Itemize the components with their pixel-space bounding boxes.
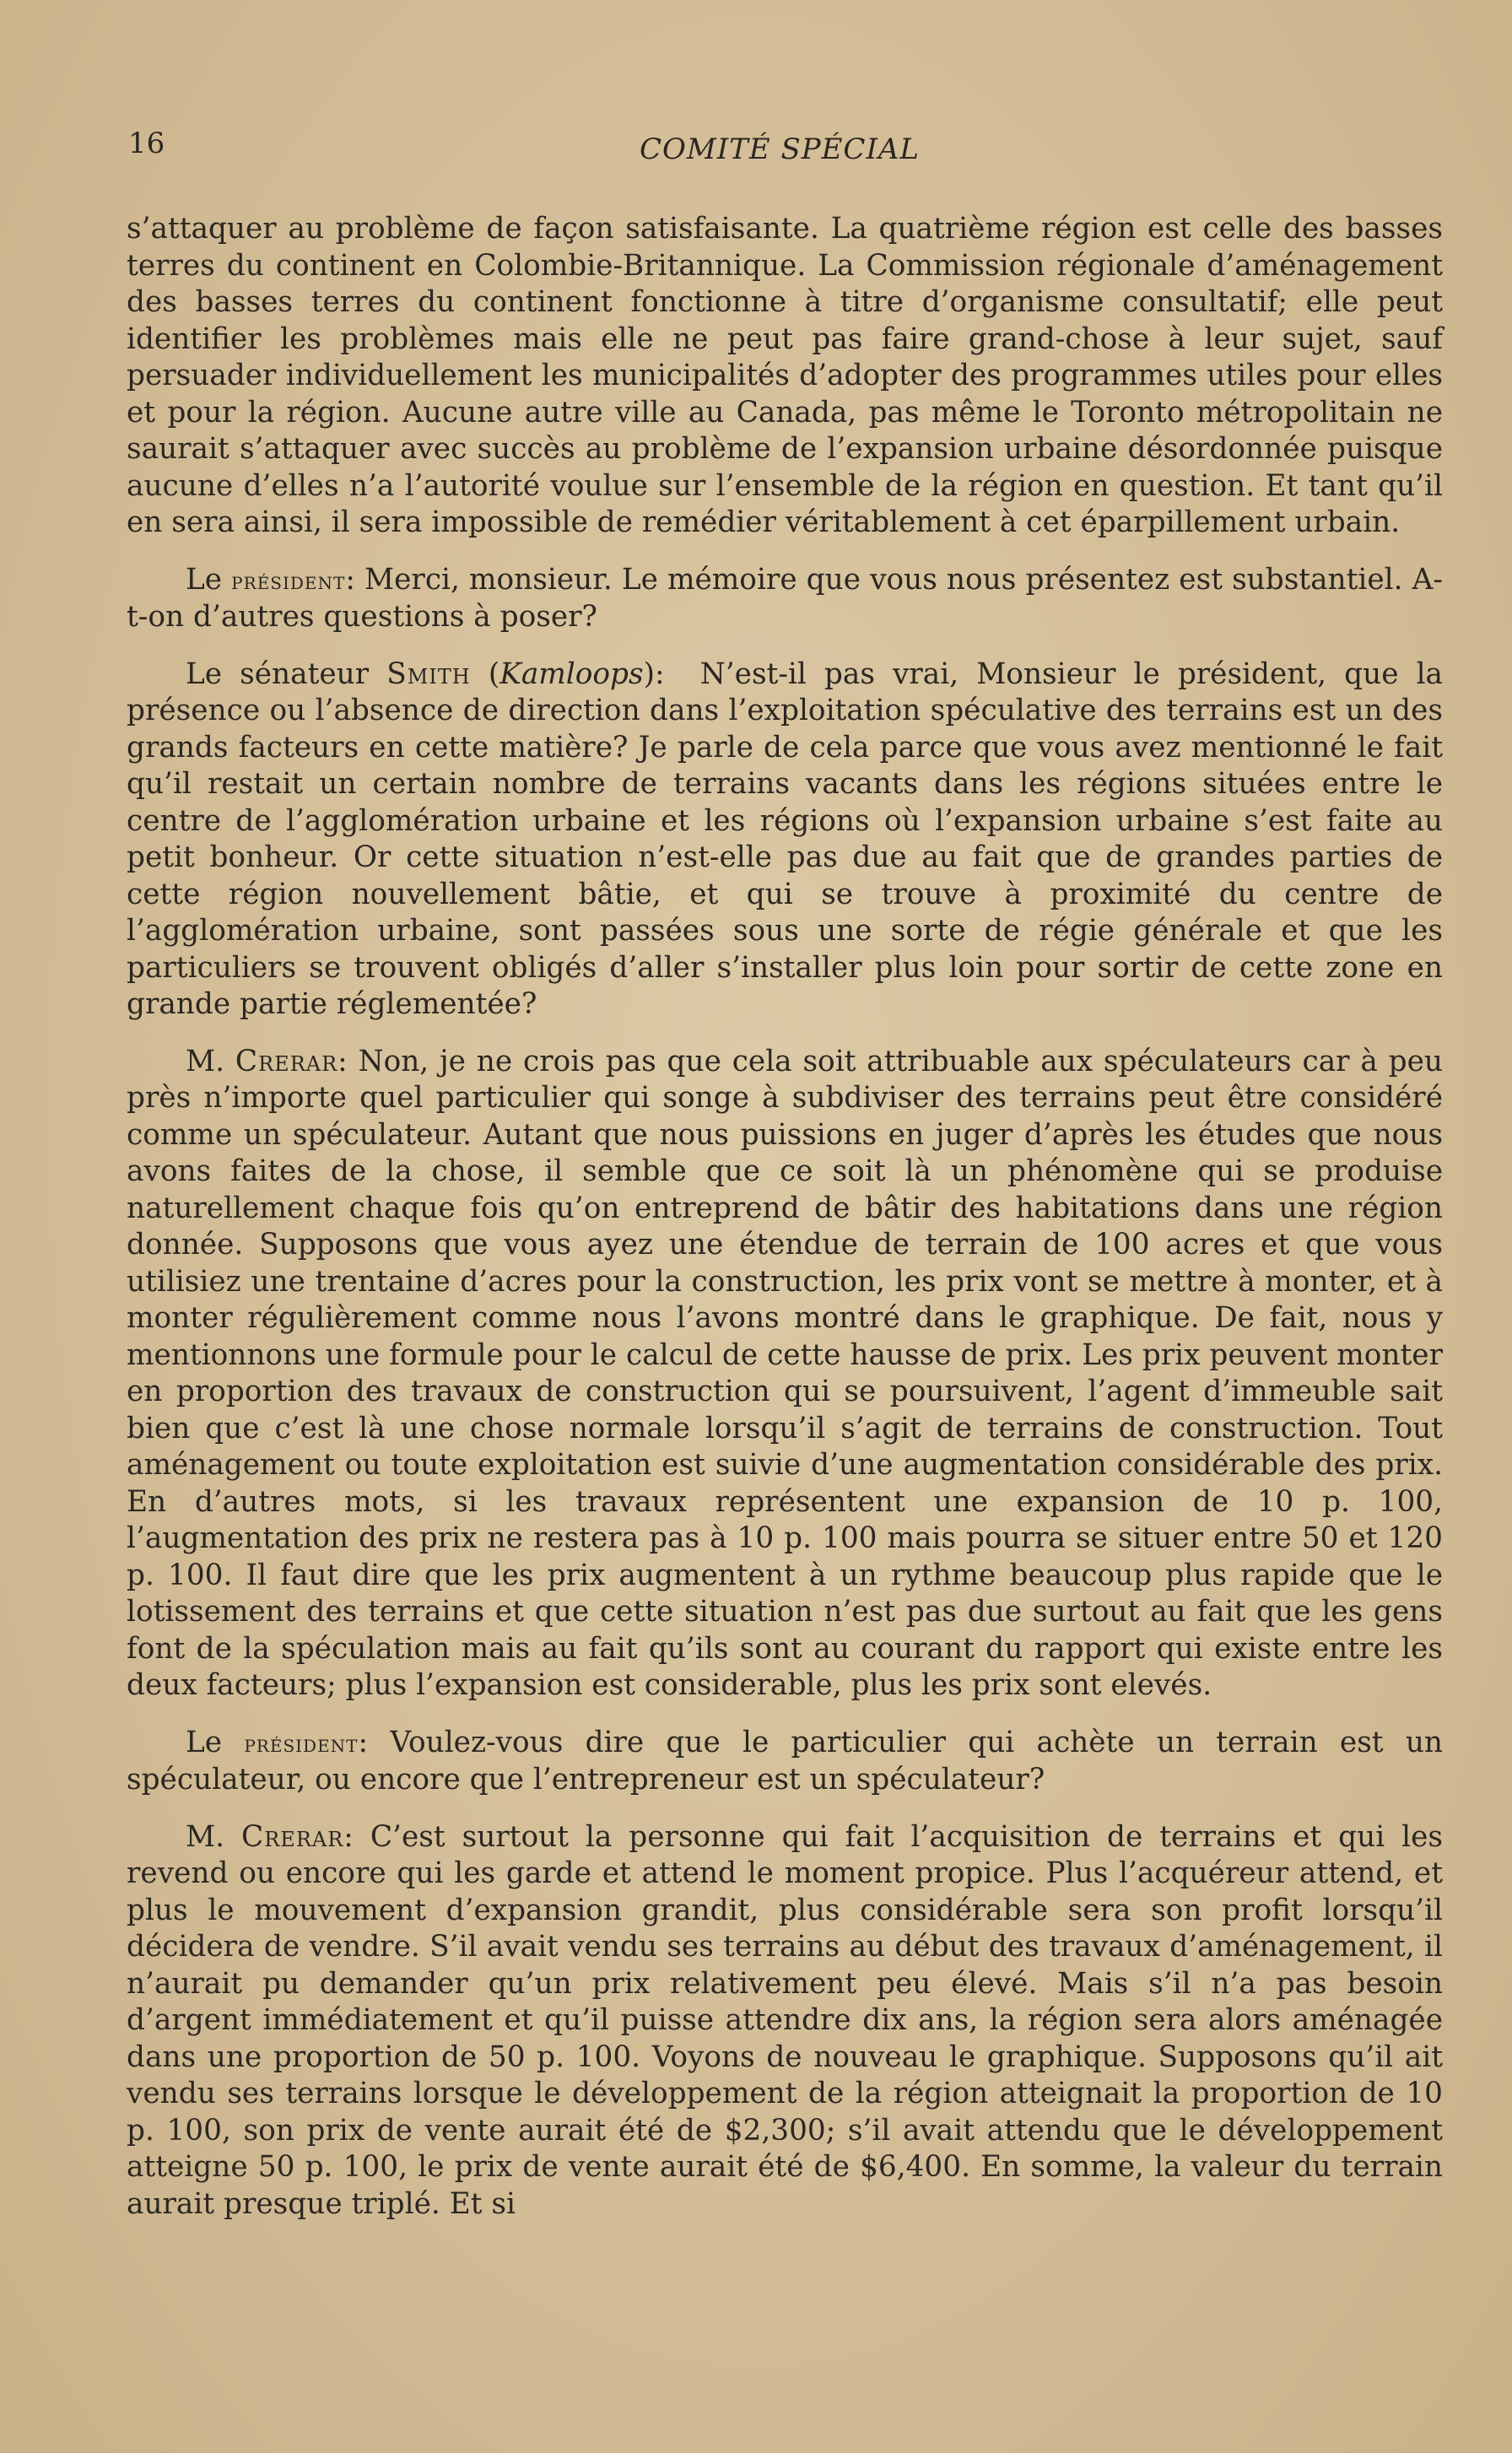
paragraph-president-2 <box>127 1725 1443 1799</box>
body-text <box>127 211 1443 2243</box>
speaker-prefix: Le <box>186 562 232 597</box>
speaker-suffix: : <box>338 1044 359 1078</box>
paragraph-continuation <box>127 211 1443 542</box>
paragraph-president-1 <box>127 562 1443 636</box>
running-title: COMITÉ SPÉCIAL <box>640 132 921 166</box>
paragraph-crerar-1 <box>127 1044 1443 1705</box>
paragraph-senator-smith: Le sénateur Smith (Kamloops): N’est-il pas vrai, Monsieur le président, que la présence ou l’absence de direction dans l’exploitation spéculative des terrains est un des grands facteurs en cette matière? Je parle de cela parce que vous avez mentionné le fait qu’il restait un certain nombre de terrains vacants dans les régions situées entre le centre de l’agglomération urbaine et les régions où l’expansion urbaine s’est faite au petit bonheur. Or cette situation n’est-elle pas due au fait que de grandes parties de cette région nouvellement bâtie, et qui se trouve à proximité du centre de l’agglomération urbaine, sont passées sous une sorte de régie générale et que les particuliers se trouvent obligés d’aller s’installer plus loin pour sortir de cette zone en grande partie réglementée? <box>127 656 1443 1021</box>
speaker-name: Smith <box>386 656 471 691</box>
paragraph-text: Voulez-vous dire que le particulier qui achète un terrain est un spéculateur, ou encore que l’entrepreneur est un spéculateur? <box>127 1725 1443 1797</box>
speaker-name: président <box>244 1729 359 1758</box>
speaker-prefix: Le sénateur <box>186 656 387 691</box>
paragraph-crerar-2 <box>127 1819 1443 2223</box>
speaker-suffix: : <box>343 1819 370 1854</box>
speaker-name: Crerar <box>240 1819 344 1854</box>
speaker-prefix: M. <box>186 1819 241 1854</box>
paragraph-text: N’est-il pas vrai, Monsieur le président, que la présence ou l’absence de direction dans l’exploitation spéculative des terrains est un des grands facteurs en cette matière? Je parle de cela parce que vous avez mentionné le fait qu’il restait un certain nombre de terrains vacants dans les régions situées entre le centre de l’agglomération urbaine et les régions où l’expansion urbaine s’est faite au petit bonheur. Or cette situation n’est-elle pas due au fait que de grandes parties de cette région nouvellement bâtie, et qui se trouve à proximité du centre de l’agglomération urbaine, sont passées sous une sorte de régie générale et que les particuliers se trouvent obligés d’aller s’installer plus loin pour sortir de cette zone en grande partie réglementée? <box>127 656 1443 1021</box>
paragraph-text: Non, je ne crois pas que cela soit attribuable aux spéculateurs car à peu près n’importe quel particulier qui songe à subdiviser des terrains peut être considéré comme un spéculateur. Autant que nous puissions en juger d’après les études que nous avons faites de la chose, il semble que ce soit là un phénomène qui se produise naturellement chaque fois qu’on entreprend de bâtir des habitations dans une région donnée. Supposons que vous ayez une étendue de terrain de 100 acres et que vous utilisiez une trentaine d’acres pour la construction, les prix vont se mettre à monter, et à monter régulièrement comme nous l’avons montré dans le graphique. De fait, nous y mentionnons une formule pour le calcul de cette hausse de prix. Les prix peuvent monter en proportion des travaux de construction qui se poursuivent, l’agent d’immeuble sait bien que c’est là une chose normale lorsqu’il s’agit de terrains de construction. Tout aménagement ou toute exploitation est suivie d’une augmentation considérable des prix. En d’autres mots, si les travaux représentent une expansion de 10 p. 100, l’augmentation des prix ne restera pas à 10 p. 100 mais pourra se situer entre 50 et 120 p. 100. Il faut dire que les prix augmentent à un rythme beaucoup plus rapide que le lotissement des terrains et que cette situation n’est pas due surtout au fait que les gens font de la spéculation mais au fait qu’ils sont au courant du rapport qui existe entre les deux facteurs; plus l’expansion est considerable, plus les prix sont elevés. <box>127 1044 1443 1702</box>
paragraph-text: C’est surtout la personne qui fait l’acquisition de terrains et qui les revend ou encore qui les garde et attend le moment propice. Plus l’acquéreur attend, et plus le mouvement d’expansion grandit, plus considérable sera son profit lorsqu’il décidera de vendre. S’il avait vendu ses terrains au début des travaux d’aménagement, il n’aurait pu demander qu’un prix relativement peu élevé. Mais s’il n’a pas besoin d’argent immédiatement et qu’il puisse attendre dix ans, la région sera alors aménagée dans une proportion de 50 p. 100. Voyons de nouveau le graphique. Supposons qu’il ait vendu ses terrains lorsque le développement de la région atteignait la proportion de 10 p. 100, son prix de vente aurait été de $2,300; s’il avait attendu que le développement atteigne 50 p. 100, le prix de vente aurait été de $6,400. En somme, la valeur du terrain aurait presque triplé. Et si <box>127 1819 1443 2221</box>
speaker-suffix: : <box>358 1725 391 1759</box>
speaker-prefix: M. <box>186 1044 235 1078</box>
paragraph-text: s’attaquer au problème de façon satisfaisante. La quatrième région est celle des basses terres du continent en Colombie-Britannique. La Commission régionale d’aménagement des basses terres du continent fonctionne à titre d’organisme consultatif; elle peut identifier les problèmes mais elle ne peut pas faire grand-chose à leur sujet, sauf persuader individuellement les municipalités d’adopter des programmes utiles pour elles et pour la région. Aucune autre ville au Canada, pas même le Toronto métropolitain ne saurait s’attaquer avec succès au problème de l’expansion urbaine désordonnée puisque aucune d’elles n’a l’autorité voulue sur l’ensemble de la région en question. Et tant qu’il en sera ainsi, il sera impossible de remédier véritablement à cet éparpillement urbain. <box>127 212 1443 539</box>
speaker-name: Crerar <box>235 1044 338 1078</box>
paragraph-text: Merci, monsieur. Le mémoire que vous nous présentez est substantiel. A-t-on d’autres questions à poser? <box>127 562 1443 634</box>
page-number: 16 <box>128 127 165 160</box>
speaker-suffix: : <box>345 562 365 597</box>
speaker-place: Kamloops <box>500 656 644 691</box>
speaker-prefix: Le <box>186 1725 245 1759</box>
speaker-name: président <box>231 566 346 595</box>
